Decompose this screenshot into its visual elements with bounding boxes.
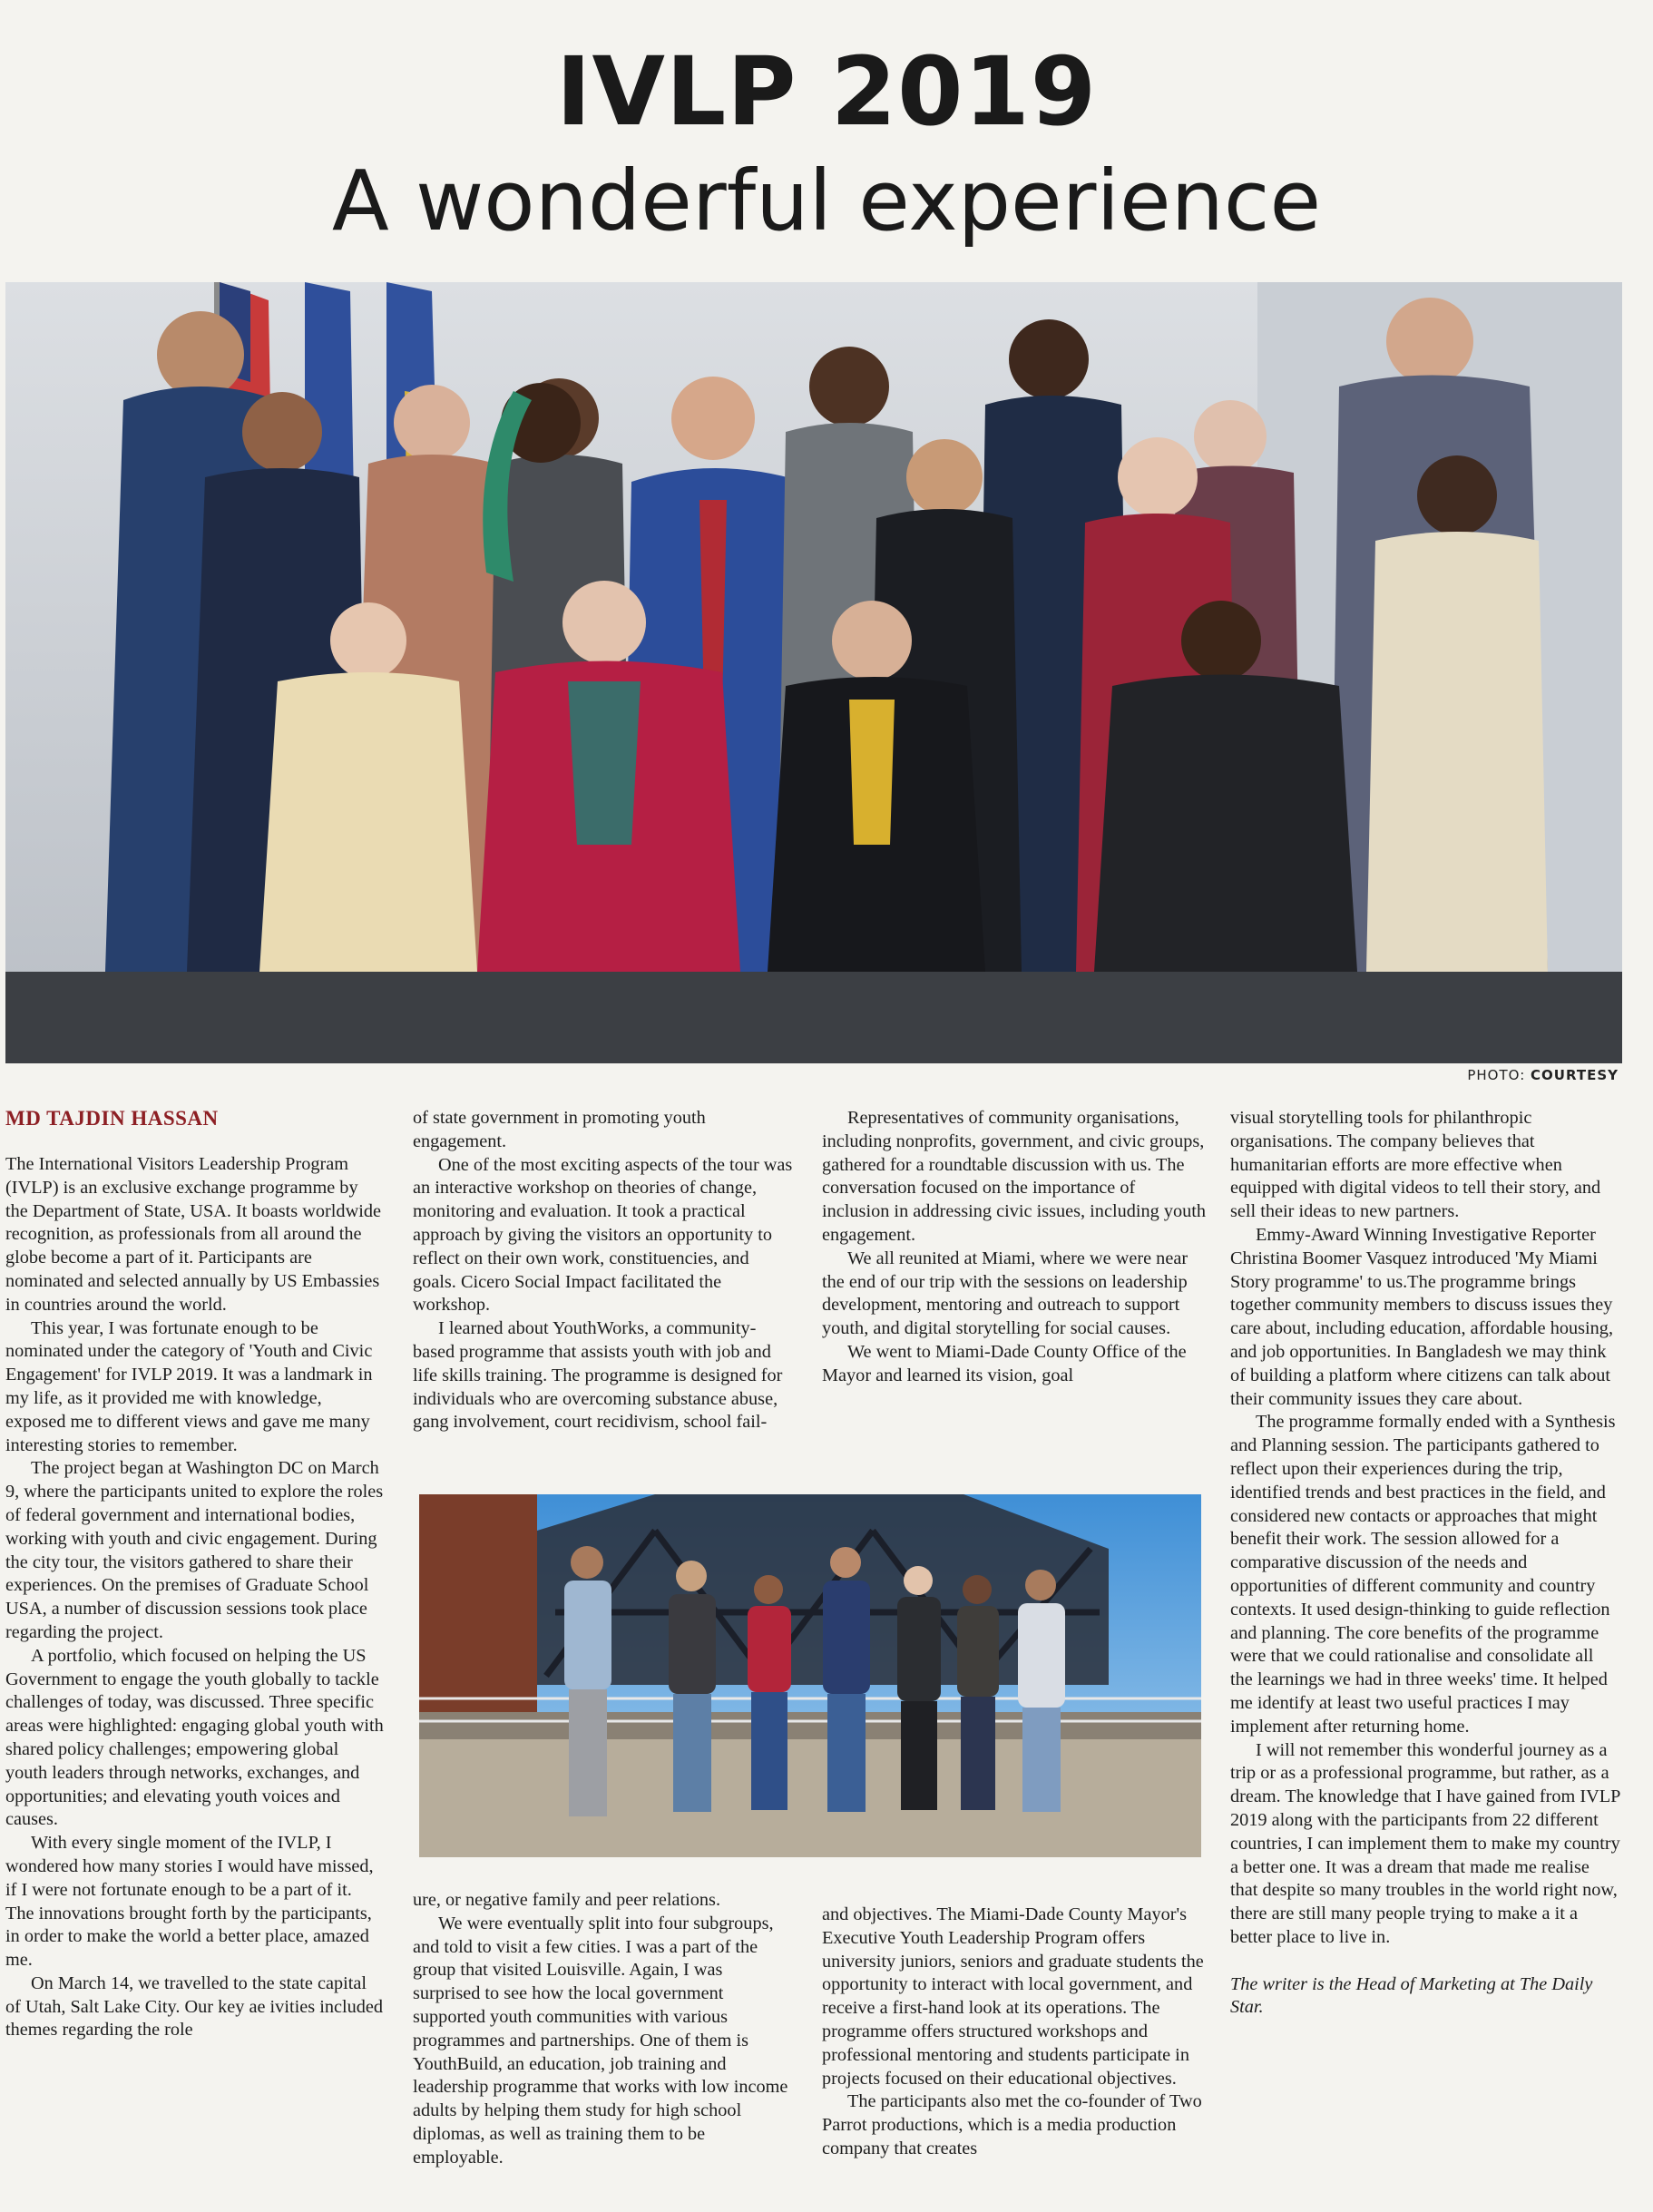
photo-credit-source: COURTESY xyxy=(1531,1067,1619,1083)
article-column-1 xyxy=(5,1153,385,2042)
paragraph: Emmy-Award Winning Investigative Reporter Christina Boomer Vasquez introduced 'My Miami Story programme' to us.The programme brings together community members to discuss issues they care about, including education, affordable housing, and job opportunities. In Bangladesh we may think of building a platform where citizens can talk about their community issues they care about. xyxy=(1230,1224,1614,1409)
article-column-3-top xyxy=(822,1107,1207,1388)
paragraph: ure, or negative family and peer relations. xyxy=(413,1890,721,1910)
paragraph: The participants also met the co-founder of Two Parrot productions, which is a media production company that creates xyxy=(822,2091,1202,2158)
article-column-2-top xyxy=(413,1107,794,1434)
paragraph: On March 14, we travelled to the state capital of Utah, Salt Lake City. Our key ae ivities included themes regarding the role xyxy=(5,1972,384,2041)
writer-note: The writer is the Head of Marketing at The Daily Star. xyxy=(1230,1973,1593,2018)
photo-credit-label: PHOTO: xyxy=(1467,1067,1526,1083)
paragraph: We were eventually split into four subgroups, and told to visit a few cities. I was a part of the group that visited Louisville. Again, I was surprised to see how the local government supported youth communities with various programmes and partnerships. One of them is YouthBuild, an education, job training and leadership programme that works with low income adults by helping them study for high school diplomas, as well as training them to be employable. xyxy=(413,1913,788,2168)
paragraph: With every single moment of the IVLP, I wondered how many stories I would have missed, if I were not fortunate enough to be a part of it. The innovations brought forth by the participants, in order to make the world a better place, amazed me. xyxy=(5,1833,374,1971)
article-column-2-bottom xyxy=(413,1889,794,2170)
paragraph: and objectives. The Miami-Dade County Mayor's Executive Youth Leadership Program offers university juniors, seniors and graduate students the opportunity to interact with local government, and receive a first-hand look at its operations. The programme offers structured workshops and professional mentoring and students participate in projects focused on their educational objectives. xyxy=(822,1904,1204,2089)
paragraph: The programme formally ended with a Synthesis and Planning session. The participants gathered to reflect upon their experiences during the trip, identified trends and best practices in the field, and considered new contacts or approaches that might benefit their work. The session allowed for a comparative discussion of the needs and opportunities of different community and country contexts. It used design-thinking to guide reflection and planning. The core benefits of the programme were that we could rationalise and consolidate all the learnings we had in three weeks' time. It helped me identify at least two useful practices I may implement after returning home. xyxy=(1230,1412,1616,1737)
article-column-4 xyxy=(1230,1107,1620,2020)
paragraph: We went to Miami-Dade County Office of the Mayor and learned its vision, goal xyxy=(822,1341,1187,1385)
headline-title: IVLP 2019 xyxy=(555,36,1098,147)
author-byline: MD TAJDIN HASSAN xyxy=(5,1107,219,1130)
paragraph: I learned about YouthWorks, a community-based programme that assists youth with job and life skills training. The programme is designed for individuals who are overcoming substance abuse, gang involvement, court recidivism, school fail- xyxy=(413,1318,783,1433)
paragraph: Representatives of community organisations, including nonprofits, government, and civic groups, gathered for a roundtable discussion with us. The conversation focused on the importance of inclusion in addressing civic issues, including youth engagement. xyxy=(822,1108,1207,1245)
paragraph: This year, I was fortunate enough to be nominated under the category of 'Youth and Civic Engagement' for IVLP 2019. It was a landmark in my life, as it provided me with knowledge, exposed me to different views and gave me many interesting stories to remember. xyxy=(5,1317,373,1455)
headline-subtitle: A wonderful experience xyxy=(331,152,1322,250)
paragraph: We all reunited at Miami, where we were near the end of our trip with the sessions on leadership development, mentoring and outreach to support youth, and digital storytelling for social causes. xyxy=(822,1248,1188,1339)
paragraph: of state government in promoting youth engagement. xyxy=(413,1108,706,1151)
paragraph: I will not remember this wonderful journey as a trip or as a professional programme, but rather, as a dream. The knowledge that I have gained from IVLP 2019 along with the participants from 22 different countries, I can implement them to make my country a better one. It was a dream that made me realise that despite so many troubles in the world right now, there are still many people trying to make a it a better place to live in. xyxy=(1230,1739,1620,1947)
paragraph: One of the most exciting aspects of the tour was an interactive workshop on theories of change, monitoring and evaluation. It took a practical approach by giving the visitors an opportunity to reflect on their own work, constituencies, and goals. Cicero Social Impact facilitated the workshop. xyxy=(413,1154,793,1316)
louisville-group-photo xyxy=(419,1494,1201,1857)
photo-credit xyxy=(1361,1067,1619,1083)
article-column-3-bottom xyxy=(822,1904,1207,2161)
paragraph: The International Visitors Leadership Program (IVLP) is an exclusive exchange programme by the Department of State, USA. It boasts worldwide recognition, as professionals from all around the globe become a part of it. Participants are nominated and selected annually by US Embassies in countries around the world. xyxy=(5,1154,381,1315)
group-photo xyxy=(5,282,1622,1063)
paragraph: visual storytelling tools for philanthropic organisations. The company believes that humanitarian efforts are more effective when equipped with digital videos to tell their story, and sell their ideas to new partners. xyxy=(1230,1108,1601,1222)
paragraph: A portfolio, which focused on helping the US Government to engage the youth globally to tackle challenges of today, was discussed. Three specific areas were highlighted: engaging global youth with shared policy challenges; empowering global youth leaders through networks, exchanges, and opportunities; and elevating youth voices and causes. xyxy=(5,1645,384,1830)
paragraph: The project began at Washington DC on March 9, where the participants united to explore the roles of federal government and international bodies, working with youth and civic engagement. During the city tour, the visitors gathered to share their experiences. On the premises of Graduate School USA, a number of discussion sessions took place regarding the project. xyxy=(5,1458,384,1642)
